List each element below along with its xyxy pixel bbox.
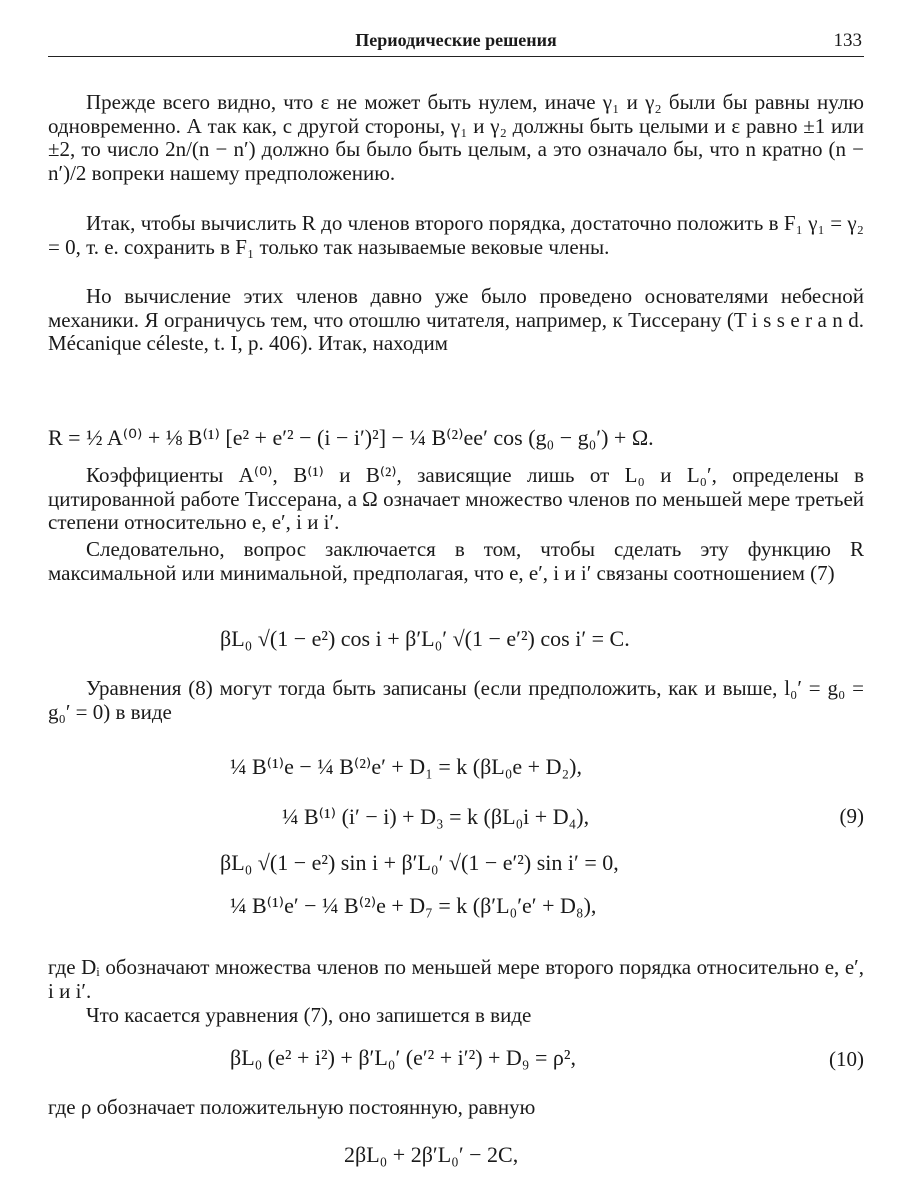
paragraph-2: Итак, чтобы вычислить R до членов второго порядка, достаточно положить в F₁ γ₁ = γ₂ = 0, т. е. сохранить в F₁ только так называемые вековые члены. (48, 211, 864, 259)
equation-number-9: (9) (839, 804, 864, 828)
equation-10: βL₀ (e² + i²) + β′L₀′ (e′² + i′²) + D₉ = ρ², (230, 1045, 576, 1070)
system-9-line-1: ¼ B⁽¹⁾e − ¼ B⁽²⁾e′ + D₁ = k (βL₀e + D₂), (230, 754, 582, 779)
paragraph-6: Уравнения (8) могут тогда быть записаны (если предположить, как и выше, l₀′ = g₀ = g₀′ = 0) в виде (48, 676, 864, 724)
paragraph-8: Что касается уравнения (7), оно запишется в виде (86, 1003, 532, 1027)
paragraph-1: Прежде всего видно, что ε не может быть нулем, иначе γ₁ и γ₂ были бы равны нулю одновременно. А так как, с другой стороны, γ₁ и γ₂ должны быть целыми и ε равно ±1 или ±2, то число 2n/(n − n′) должно бы было быть целым, а это означало бы, что n кратно (n − n′)/2 вопреки нашему предположению. (48, 90, 864, 185)
equation-constraint-7: βL₀ √(1 − e²) cos i + β′L₀′ √(1 − e′²) cos i′ = C. (220, 626, 630, 651)
page-number: 133 (833, 30, 862, 51)
paragraph-4: Коэффициенты A⁽⁰⁾, B⁽¹⁾ и B⁽²⁾, зависящие лишь от L₀ и L₀′, определены в цитированной работе Тиссерана, а Ω означает множество членов по меньшей мере третьей степени относительно e, e′, i и i′. (48, 463, 864, 535)
running-title: Периодические решения (355, 30, 557, 50)
system-9-line-4: ¼ B⁽¹⁾e′ − ¼ B⁽²⁾e + D₇ = k (β′L₀′e′ + D₈), (230, 893, 597, 918)
paragraph-7: где Dᵢ обозначают множества членов по меньшей мере второго порядка относительно e, e′, i и i′. (48, 955, 864, 1003)
equation-rho: 2βL₀ + 2β′L₀′ − 2C, (344, 1142, 519, 1167)
paragraph-3: Но вычисление этих членов давно уже было проведено основателями небесной механики. Я ограничусь тем, что отошлю читателя, например, к Тиссерану (T i s s e r a n d. Mécanique céleste, t. I, p. 406). Итак, находим (48, 284, 864, 356)
system-9-line-3: βL₀ √(1 − e²) sin i + β′L₀′ √(1 − e′²) sin i′ = 0, (220, 850, 619, 875)
equation-number-10: (10) (829, 1047, 864, 1071)
paragraph-9: где ρ обозначает положительную постоянную, равную (48, 1095, 536, 1119)
paragraph-5: Следовательно, вопрос заключается в том, чтобы сделать эту функцию R максимальной или минимальной, предполагая, что e, e′, i и i′ связаны соотношением (7) (48, 537, 864, 585)
system-9-line-2: ¼ B⁽¹⁾ (i′ − i) + D₃ = k (βL₀i + D₄), (282, 804, 590, 829)
running-header (48, 30, 864, 57)
equation-R: R = ½ A⁽⁰⁾ + ⅛ B⁽¹⁾ [e² + e′² − (i − i′)²] − ¼ B⁽²⁾ee′ cos (g₀ − g₀′) + Ω. (48, 425, 654, 450)
